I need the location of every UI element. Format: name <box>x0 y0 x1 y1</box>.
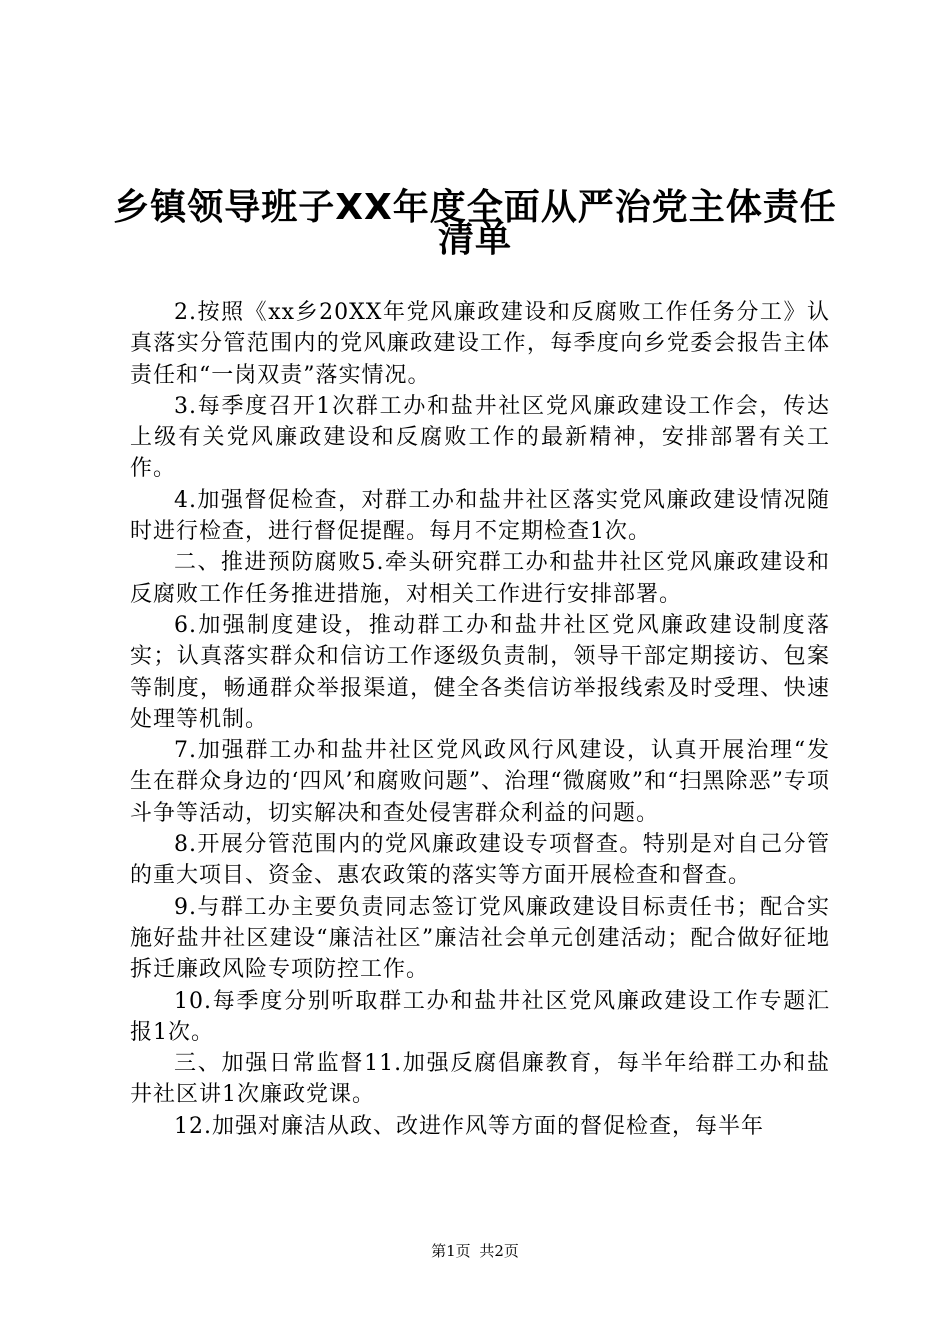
paragraph-item-3: 3.每季度召开1次群工办和盐井社区党风廉政建设工作会，传达上级有关党风廉政建设和反腐败工作的最新精神，安排部署有关工作。 <box>130 393 830 482</box>
paragraph-item-12: 12.加强对廉洁从政、改进作风等方面的督促检查，每半年 <box>174 1113 764 1139</box>
document-title-line-1: 乡镇领导班子XX年度全面从严治党主体责任 <box>113 187 837 228</box>
document-title-line-2: 清单 <box>437 219 512 260</box>
paragraph-item-6: 6.加强制度建设，推动群工办和盐井社区党风廉政建设制度落实；认真落实群众和信访工作逐级负责制，领导干部定期接访、包案等制度，畅通群众举报渠道，健全各类信访举报线索及时受理、快速处理等机制。 <box>130 612 830 732</box>
paragraph-item-7: 7.加强群工办和盐井社区党风政风行风建设，认真开展治理“发生在群众身边的‘四风’和腐败问题”、治理“微腐败”和“扫黑除恶”专项斗争等活动，切实解决和查处侵害群众利益的问题。 <box>130 738 830 826</box>
page-footer <box>0 1241 950 1261</box>
paragraph-item-9: 9.与群工办主要负责同志签订党风廉政建设目标责任书；配合实施好盐井社区建设“廉洁社区”廉洁社会单元创建活动；配合做好征地拆迁廉政风险专项防控工作。 <box>130 894 830 983</box>
paragraph-item-4: 4.加强督促检查，对群工办和盐井社区落实党风廉政建设情况随时进行检查，进行督促提醒。每月不定期检查1次。 <box>130 487 830 545</box>
page-number: 第1页 <box>431 1242 471 1260</box>
paragraph-item-10: 10.每季度分别听取群工办和盐井社区党风廉政建设工作专题汇报1次。 <box>130 988 830 1045</box>
paragraph-item-2: 2.按照《xx乡20XX年党风廉政建设和反腐败工作任务分工》认真落实分管范围内的党风廉政建设工作，每季度向乡党委会报告主体责任和“一岗双责”落实情况。 <box>130 300 830 388</box>
paragraph-item-8: 8.开展分管范围内的党风廉政建设专项督查。特别是对自己分管的重大项目、资金、惠农政策的落实等方面开展检查和督查。 <box>130 832 830 889</box>
paragraph-item-5: 二、推进预防腐败5.牵头研究群工办和盐井社区党风廉政建设和反腐败工作任务推进措施，对相关工作进行安排部署。 <box>130 550 830 607</box>
page-total: 共2页 <box>479 1242 519 1260</box>
document-body <box>130 297 830 1142</box>
paragraph-item-11: 三、加强日常监督11.加强反腐倡廉教育，每半年给群工办和盐井社区讲1次廉政党课。 <box>130 1051 830 1108</box>
